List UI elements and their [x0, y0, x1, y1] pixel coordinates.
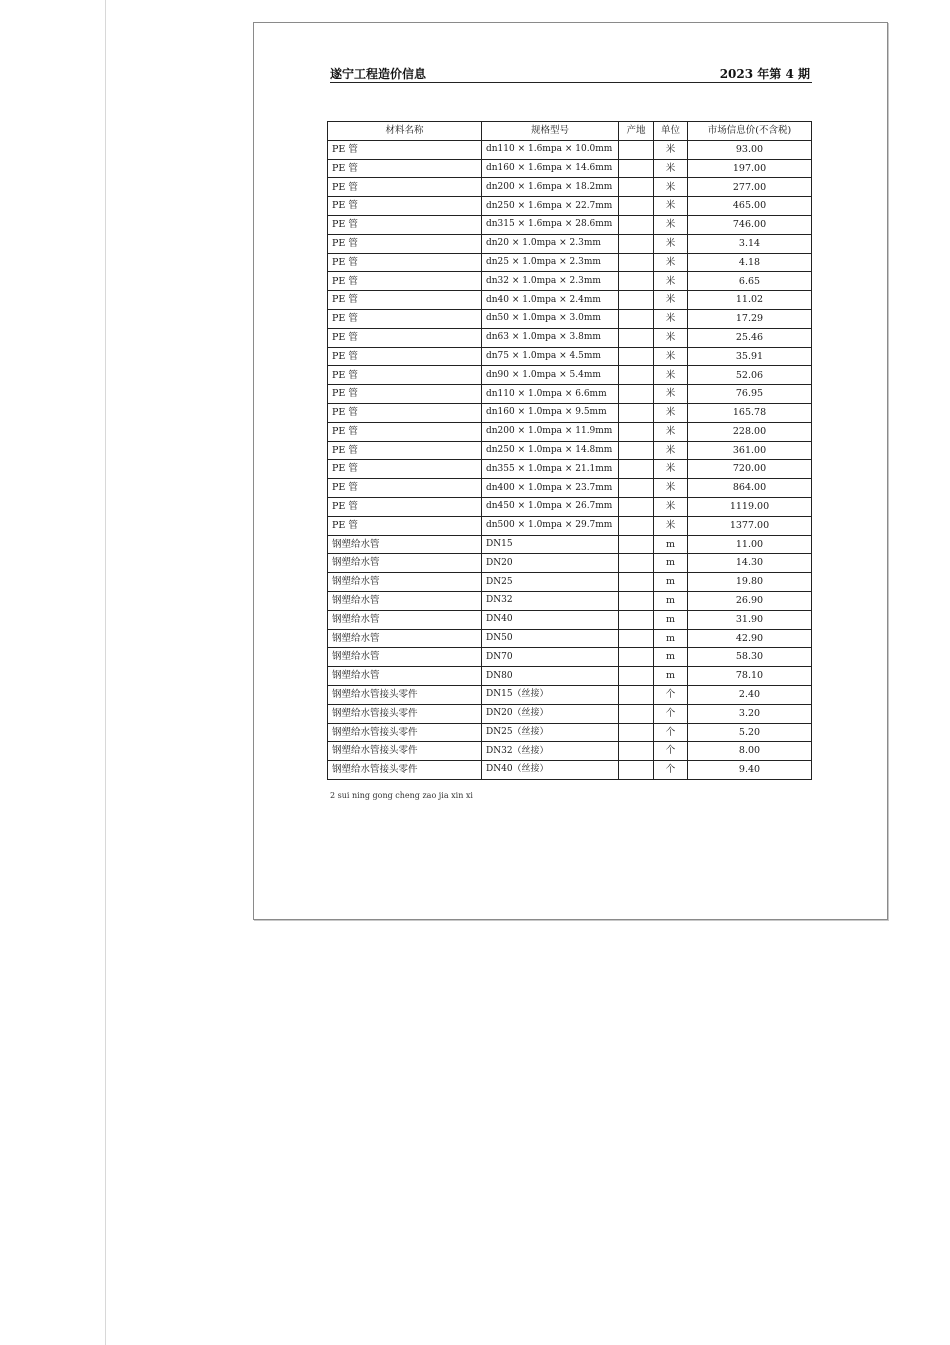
cell-material-name: PE 管 — [328, 309, 482, 328]
cell-unit: 米 — [654, 422, 688, 441]
table-row — [328, 648, 812, 667]
cell-spec: DN40（丝接） — [482, 761, 619, 780]
cell-origin — [619, 385, 654, 404]
table-row — [328, 215, 812, 234]
cell-spec: dn32 × 1.0mpa × 2.3mm — [482, 272, 619, 291]
cell-origin — [619, 704, 654, 723]
table-header — [328, 122, 812, 141]
cell-origin — [619, 403, 654, 422]
column-header-origin: 产地 — [619, 122, 654, 141]
table-row — [328, 610, 812, 629]
cell-origin — [619, 610, 654, 629]
cell-spec: DN32（丝接） — [482, 742, 619, 761]
cell-spec: dn110 × 1.0mpa × 6.6mm — [482, 385, 619, 404]
cell-unit: m — [654, 610, 688, 629]
column-header-unit: 单位 — [654, 122, 688, 141]
cell-price: 197.00 — [688, 159, 812, 178]
cell-origin — [619, 685, 654, 704]
cell-spec: DN15 — [482, 535, 619, 554]
cell-price: 165.78 — [688, 403, 812, 422]
table-row — [328, 667, 812, 686]
cell-material-name: 钢塑给水管 — [328, 554, 482, 573]
column-header-price: 市场信息价(不含税) — [688, 122, 812, 141]
cell-material-name: 钢塑给水管 — [328, 591, 482, 610]
cell-spec: dn200 × 1.6mpa × 18.2mm — [482, 178, 619, 197]
issue-label: 2023 年第 4 期 — [719, 67, 810, 81]
cell-spec: dn250 × 1.0mpa × 14.8mm — [482, 441, 619, 460]
cell-origin — [619, 723, 654, 742]
cell-material-name: 钢塑给水管接头零件 — [328, 742, 482, 761]
table-row — [328, 516, 812, 535]
cell-material-name: 钢塑给水管 — [328, 535, 482, 554]
table-row — [328, 234, 812, 253]
cell-spec: DN15（丝接） — [482, 685, 619, 704]
cell-price: 8.00 — [688, 742, 812, 761]
column-header-spec: 规格型号 — [482, 122, 619, 141]
cell-spec: DN32 — [482, 591, 619, 610]
cell-material-name: 钢塑给水管 — [328, 629, 482, 648]
document-page — [253, 22, 888, 920]
cell-spec: dn75 × 1.0mpa × 4.5mm — [482, 347, 619, 366]
cell-unit: 米 — [654, 159, 688, 178]
table-row — [328, 403, 812, 422]
cell-origin — [619, 328, 654, 347]
cell-unit: 米 — [654, 178, 688, 197]
cell-material-name: PE 管 — [328, 159, 482, 178]
cell-price: 17.29 — [688, 309, 812, 328]
cell-material-name: 钢塑给水管接头零件 — [328, 723, 482, 742]
cell-material-name: PE 管 — [328, 347, 482, 366]
cell-origin — [619, 648, 654, 667]
cell-spec: dn160 × 1.0mpa × 9.5mm — [482, 403, 619, 422]
cell-unit: m — [654, 554, 688, 573]
cell-price: 93.00 — [688, 140, 812, 159]
cell-spec: dn400 × 1.0mpa × 23.7mm — [482, 479, 619, 498]
cell-unit: 米 — [654, 366, 688, 385]
cell-unit: 米 — [654, 215, 688, 234]
cell-unit: 个 — [654, 723, 688, 742]
table-row — [328, 272, 812, 291]
cell-unit: 米 — [654, 328, 688, 347]
cell-spec: DN40 — [482, 610, 619, 629]
page-footer: 2 sui ning gong cheng zao jia xin xi — [330, 791, 473, 800]
cell-material-name: PE 管 — [328, 291, 482, 310]
cell-material-name: PE 管 — [328, 479, 482, 498]
cell-spec: dn20 × 1.0mpa × 2.3mm — [482, 234, 619, 253]
cell-spec: dn500 × 1.0mpa × 29.7mm — [482, 516, 619, 535]
cell-price: 14.30 — [688, 554, 812, 573]
cell-unit: 米 — [654, 197, 688, 216]
cell-price: 5.20 — [688, 723, 812, 742]
cell-origin — [619, 309, 654, 328]
cell-material-name: PE 管 — [328, 215, 482, 234]
cell-price: 720.00 — [688, 460, 812, 479]
cell-price: 42.90 — [688, 629, 812, 648]
cell-spec: dn315 × 1.6mpa × 28.6mm — [482, 215, 619, 234]
cell-origin — [619, 178, 654, 197]
cell-unit: 个 — [654, 685, 688, 704]
publication-title: 遂宁工程造价信息 — [330, 67, 427, 81]
cell-origin — [619, 573, 654, 592]
cell-spec: DN80 — [482, 667, 619, 686]
cell-price: 1119.00 — [688, 497, 812, 516]
cell-price: 58.30 — [688, 648, 812, 667]
cell-price: 465.00 — [688, 197, 812, 216]
cell-origin — [619, 140, 654, 159]
cell-material-name: 钢塑给水管 — [328, 610, 482, 629]
cell-origin — [619, 479, 654, 498]
cell-unit: 米 — [654, 309, 688, 328]
cell-spec: dn90 × 1.0mpa × 5.4mm — [482, 366, 619, 385]
cell-origin — [619, 347, 654, 366]
cell-material-name: PE 管 — [328, 140, 482, 159]
table-row — [328, 385, 812, 404]
cell-price: 35.91 — [688, 347, 812, 366]
cell-unit: 个 — [654, 761, 688, 780]
cell-unit: 米 — [654, 441, 688, 460]
table-row — [328, 328, 812, 347]
cell-price: 52.06 — [688, 366, 812, 385]
cell-origin — [619, 742, 654, 761]
cell-price: 228.00 — [688, 422, 812, 441]
cell-origin — [619, 516, 654, 535]
cell-origin — [619, 535, 654, 554]
cell-price: 3.20 — [688, 704, 812, 723]
cell-material-name: PE 管 — [328, 366, 482, 385]
cell-price: 3.14 — [688, 234, 812, 253]
cell-spec: dn355 × 1.0mpa × 21.1mm — [482, 460, 619, 479]
cell-unit: 米 — [654, 460, 688, 479]
cell-origin — [619, 272, 654, 291]
cell-unit: 米 — [654, 347, 688, 366]
table-row — [328, 497, 812, 516]
cell-unit: m — [654, 629, 688, 648]
cell-unit: 个 — [654, 704, 688, 723]
cell-unit: m — [654, 667, 688, 686]
cell-price: 277.00 — [688, 178, 812, 197]
cell-origin — [619, 253, 654, 272]
header-row — [328, 122, 812, 141]
table-row — [328, 347, 812, 366]
cell-material-name: PE 管 — [328, 272, 482, 291]
cell-unit: 米 — [654, 385, 688, 404]
price-table — [327, 121, 812, 780]
table-row — [328, 591, 812, 610]
table-row — [328, 573, 812, 592]
cell-origin — [619, 159, 654, 178]
table-row — [328, 159, 812, 178]
cell-origin — [619, 197, 654, 216]
table-body — [328, 140, 812, 779]
table-row — [328, 197, 812, 216]
table-row — [328, 178, 812, 197]
cell-spec: dn63 × 1.0mpa × 3.8mm — [482, 328, 619, 347]
cell-unit: m — [654, 648, 688, 667]
table-row — [328, 441, 812, 460]
table-row — [328, 422, 812, 441]
cell-material-name: PE 管 — [328, 178, 482, 197]
cell-unit: 米 — [654, 253, 688, 272]
cell-unit: m — [654, 573, 688, 592]
cell-origin — [619, 366, 654, 385]
cell-origin — [619, 629, 654, 648]
cell-unit: 米 — [654, 403, 688, 422]
cell-spec: DN50 — [482, 629, 619, 648]
cell-material-name: PE 管 — [328, 328, 482, 347]
cell-material-name: 钢塑给水管 — [328, 667, 482, 686]
cell-material-name: PE 管 — [328, 460, 482, 479]
cell-material-name: 钢塑给水管接头零件 — [328, 761, 482, 780]
cell-price: 2.40 — [688, 685, 812, 704]
cell-unit: 米 — [654, 516, 688, 535]
cell-spec: dn250 × 1.6mpa × 22.7mm — [482, 197, 619, 216]
cell-spec: DN25（丝接） — [482, 723, 619, 742]
cell-unit: 米 — [654, 234, 688, 253]
cell-material-name: PE 管 — [328, 422, 482, 441]
cell-unit: 米 — [654, 272, 688, 291]
cell-price: 746.00 — [688, 215, 812, 234]
table-row — [328, 742, 812, 761]
cell-material-name: PE 管 — [328, 253, 482, 272]
cell-material-name: 钢塑给水管 — [328, 648, 482, 667]
cell-origin — [619, 291, 654, 310]
cell-material-name: PE 管 — [328, 234, 482, 253]
table-row — [328, 704, 812, 723]
column-header-name: 材料名称 — [328, 122, 482, 141]
cell-price: 19.80 — [688, 573, 812, 592]
cell-material-name: PE 管 — [328, 497, 482, 516]
cell-origin — [619, 497, 654, 516]
cell-price: 26.90 — [688, 591, 812, 610]
cell-spec: dn160 × 1.6mpa × 14.6mm — [482, 159, 619, 178]
cell-origin — [619, 554, 654, 573]
cell-spec: dn50 × 1.0mpa × 3.0mm — [482, 309, 619, 328]
cell-unit: m — [654, 591, 688, 610]
cell-spec: DN70 — [482, 648, 619, 667]
cell-spec: dn110 × 1.6mpa × 10.0mm — [482, 140, 619, 159]
cell-unit: m — [654, 535, 688, 554]
table-row — [328, 723, 812, 742]
table-row — [328, 291, 812, 310]
cell-material-name: 钢塑给水管接头零件 — [328, 685, 482, 704]
cell-material-name: 钢塑给水管接头零件 — [328, 704, 482, 723]
cell-origin — [619, 422, 654, 441]
cell-unit: 米 — [654, 291, 688, 310]
table-row — [328, 366, 812, 385]
cell-origin — [619, 667, 654, 686]
cell-price: 864.00 — [688, 479, 812, 498]
table-row — [328, 629, 812, 648]
cell-material-name: PE 管 — [328, 516, 482, 535]
cell-unit: 米 — [654, 140, 688, 159]
viewer-left-rule — [105, 0, 106, 1345]
cell-material-name: PE 管 — [328, 403, 482, 422]
cell-price: 78.10 — [688, 667, 812, 686]
cell-unit: 米 — [654, 497, 688, 516]
header-rule — [330, 82, 812, 83]
table-row — [328, 309, 812, 328]
cell-spec: dn200 × 1.0mpa × 11.9mm — [482, 422, 619, 441]
cell-unit: 米 — [654, 479, 688, 498]
cell-spec: DN20（丝接） — [482, 704, 619, 723]
cell-origin — [619, 441, 654, 460]
cell-unit: 个 — [654, 742, 688, 761]
table-row — [328, 685, 812, 704]
cell-spec: dn25 × 1.0mpa × 2.3mm — [482, 253, 619, 272]
table-row — [328, 460, 812, 479]
cell-price: 76.95 — [688, 385, 812, 404]
table-row — [328, 479, 812, 498]
table-row — [328, 761, 812, 780]
cell-spec: DN20 — [482, 554, 619, 573]
cell-price: 6.65 — [688, 272, 812, 291]
cell-origin — [619, 215, 654, 234]
cell-spec: dn450 × 1.0mpa × 26.7mm — [482, 497, 619, 516]
cell-material-name: PE 管 — [328, 441, 482, 460]
cell-origin — [619, 591, 654, 610]
cell-price: 361.00 — [688, 441, 812, 460]
cell-spec: DN25 — [482, 573, 619, 592]
cell-price: 11.02 — [688, 291, 812, 310]
cell-material-name: 钢塑给水管 — [328, 573, 482, 592]
table-row — [328, 140, 812, 159]
cell-origin — [619, 460, 654, 479]
table-row — [328, 535, 812, 554]
cell-price: 4.18 — [688, 253, 812, 272]
cell-material-name: PE 管 — [328, 197, 482, 216]
table-row — [328, 253, 812, 272]
cell-material-name: PE 管 — [328, 385, 482, 404]
cell-price: 31.90 — [688, 610, 812, 629]
cell-spec: dn40 × 1.0mpa × 2.4mm — [482, 291, 619, 310]
table-row — [328, 554, 812, 573]
cell-price: 25.46 — [688, 328, 812, 347]
cell-origin — [619, 761, 654, 780]
cell-price: 9.40 — [688, 761, 812, 780]
cell-price: 1377.00 — [688, 516, 812, 535]
cell-origin — [619, 234, 654, 253]
cell-price: 11.00 — [688, 535, 812, 554]
